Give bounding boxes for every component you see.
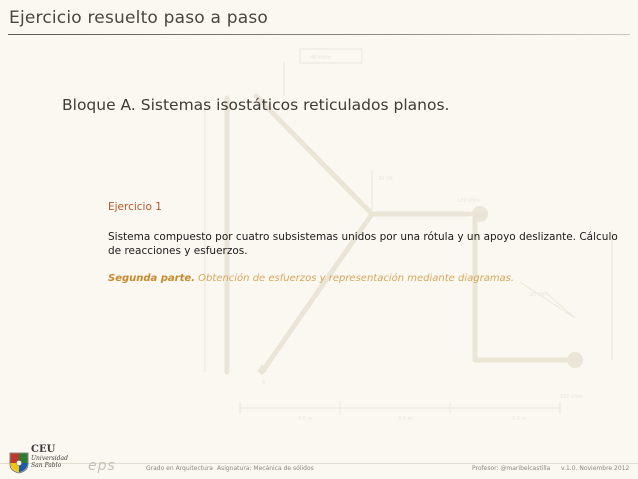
footer-degree: Grado en Arquitectura [146, 465, 213, 472]
university-logo-text [31, 444, 68, 469]
svg-text:3.0 m: 3.0 m [512, 416, 527, 422]
svg-text:20 kN: 20 kN [530, 292, 545, 298]
block-title: Bloque A. Sistemas isostáticos reticulados planos. [62, 96, 450, 114]
exercise-description: Sistema compuesto por cuatro subsistemas unidos por una rótula y un apoyo deslizante. Cálculo de reacciones y esfuerzos. [108, 231, 618, 257]
svg-text:4.0 m: 4.0 m [298, 416, 313, 422]
svg-text:100 kNm: 100 kNm [457, 198, 480, 204]
svg-text:30 kN: 30 kN [378, 176, 393, 182]
title-divider [8, 34, 630, 35]
footer-version: v.1.0. Noviembre 2012 [561, 465, 630, 472]
svg-text:3.0 m: 3.0 m [398, 416, 413, 422]
footer-subject: Asignatura: Mecánica de sólidos [217, 465, 314, 472]
svg-text:150 kNm: 150 kNm [560, 394, 583, 400]
exercise-title: Ejercicio 1 [108, 201, 162, 213]
slide-title: Ejercicio resuelto paso a paso [9, 8, 268, 28]
part-text: Obtención de esfuerzos y representación mediante diagramas. [194, 273, 515, 284]
logo-line-1: Universidad [31, 455, 68, 462]
school-logo: eps [88, 458, 116, 474]
university-shield-icon [9, 452, 29, 474]
svg-text:40 kN/m: 40 kN/m [310, 55, 332, 61]
footer-professor: Profesor: @maribelcastilla [472, 465, 551, 472]
logo-name: CEU [31, 444, 56, 455]
logo-line-2: San Pablo [31, 462, 62, 469]
svg-text:A: A [262, 380, 266, 386]
part-label: Segunda parte. [108, 273, 195, 284]
exercise-part [108, 273, 628, 284]
